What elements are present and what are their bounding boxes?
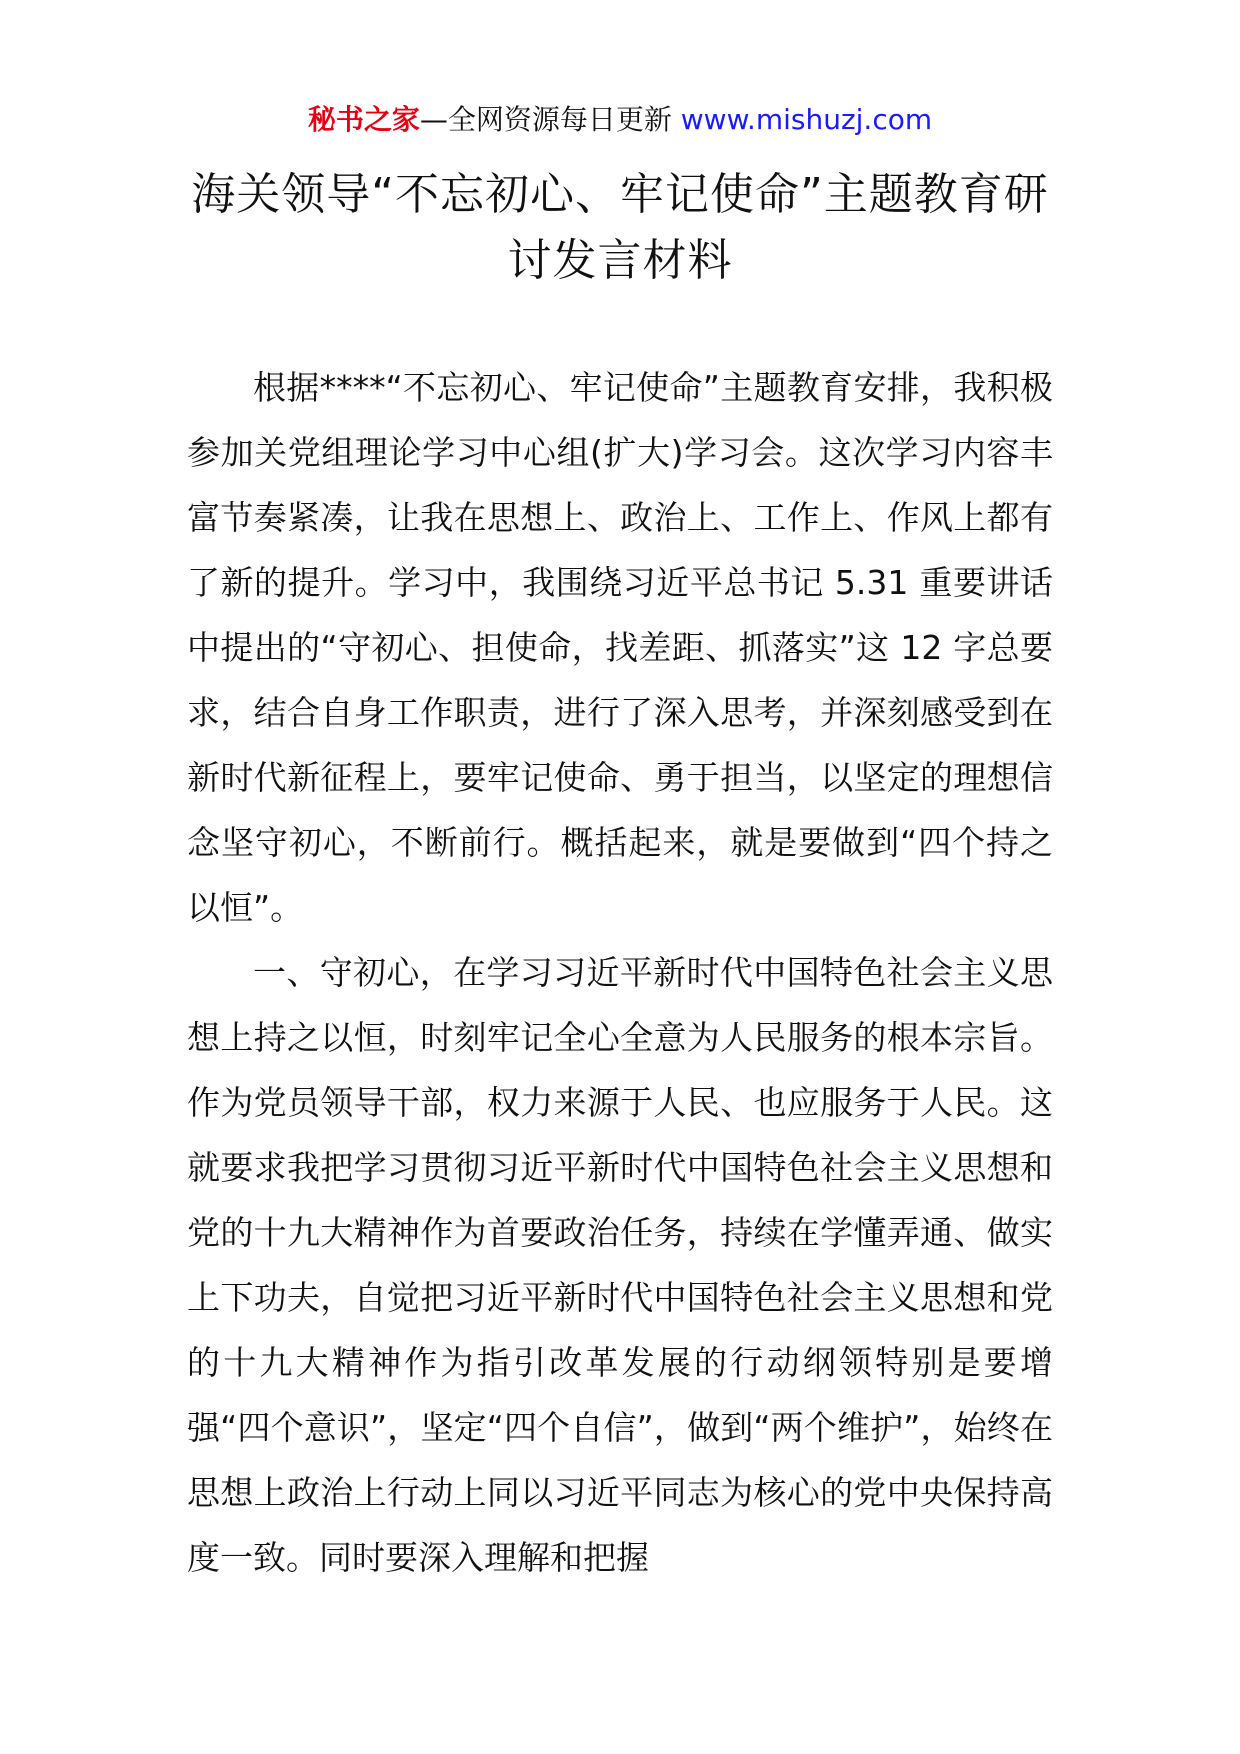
site-header xyxy=(0,100,1240,140)
site-url-link[interactable]: www.mishuzj.com xyxy=(680,103,933,136)
document-title: 海关领导“不忘初心、牢记使命”主题教育研讨发言材料 xyxy=(191,169,1049,286)
brand-name: 秘书之家 xyxy=(307,103,420,136)
paragraph-intro: 根据****“不忘初心、牢记使命”主题教育安排，我积极参加关党组理论学习中心组(扩大)学习会。这次学习内容丰富节奏紧凑，让我在思想上、政治上、工作上、作风上都有了新的提升。学习中，我围绕习近平总书记 5.31 重要讲话中提出的“守初心、担使命，找差距、抓落实”这 12 字总要求，结合自身工作职责，进行了深入思考，并深刻感受到在新时代新征程上，要牢记使命、勇于担当，以坚定的理想信念坚守初心，不断前行。概括起来，就是要做到“四个持之以恒”。 xyxy=(187,368,1053,927)
paragraph-section-one: 一、守初心，在学习习近平新时代中国特色社会主义思想上持之以恒，时刻牢记全心全意为人民服务的根本宗旨。作为党员领导干部，权力来源于人民、也应服务于人民。这就要求我把学习贯彻习近平新时代中国特色社会主义思想和党的十九大精神作为首要政治任务，持续在学懂弄通、做实上下功夫，自觉把习近平新时代中国特色社会主义思想和党的十九大精神作为指引改革发展的行动纲领特别是要增强“四个意识”，坚定“四个自信”，做到“两个维护”，始终在思想上政治上行动上同以习近平同志为核心的党中央保持高度一致。同时要深入理解和把握 xyxy=(187,953,1053,1577)
header-slogan: —全网资源每日更新 xyxy=(419,103,681,136)
document-body xyxy=(187,355,1053,1590)
